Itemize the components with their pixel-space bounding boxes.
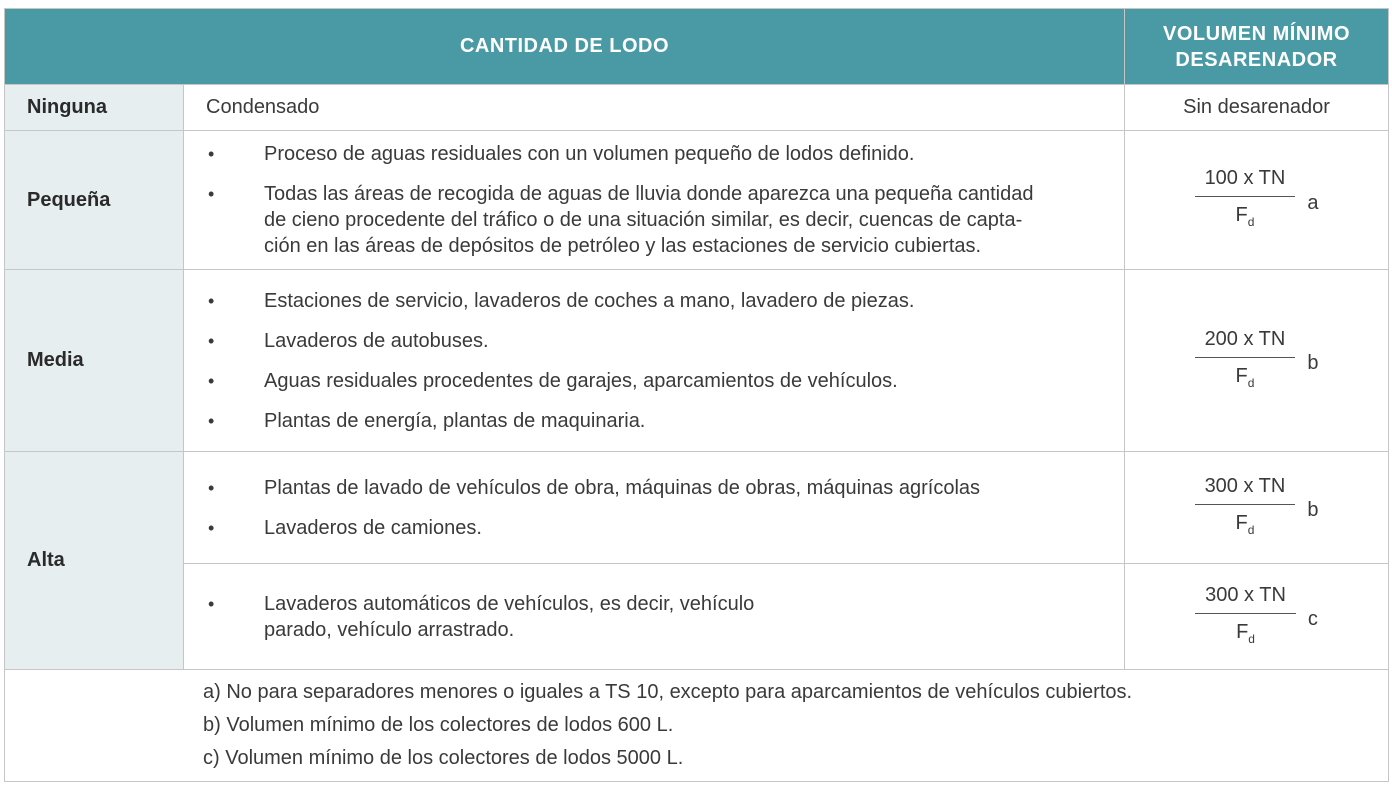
formula-note: a [1307,191,1319,214]
header-min-volume-line2: DESARENADOR [1175,48,1338,71]
formula-numerator: 200 x TN [1195,327,1296,358]
table-header-row [5,9,1389,85]
table-row-media [5,270,1389,452]
desc-media [184,270,1125,452]
bullet-icon: • [208,477,215,498]
formula-numerator: 300 x TN [1195,583,1296,614]
bullet-icon: • [208,144,215,164]
volume-pequena [1125,131,1389,270]
formula-note: c [1307,608,1318,630]
bullet-icon: • [208,370,215,391]
desc-alta-a [184,452,1125,564]
formula-alta-a [1195,474,1319,542]
footnotes [5,670,1389,782]
list-pequena [206,141,1124,259]
formula-alta-b [1195,583,1318,651]
formula-note: b [1307,499,1319,521]
desc-alta-b [184,564,1125,670]
bullet-icon: • [208,330,215,351]
footnotes-row [5,670,1389,782]
footnote-b: b) Volumen mínimo de los colectores de lodos 600 L. [203,714,674,736]
list-media [206,288,1124,434]
formula-denominator: $F_d$ [1236,620,1255,646]
list-item: • Aguas residuales procedentes de garajes, aparcamientos de vehículos. [208,369,898,392]
category-alta: Alta [5,452,184,670]
formula-pequena [1195,166,1319,234]
category-pequena: Pequeña [5,131,184,270]
table-row-alta-b [5,564,1389,670]
bullet-icon: • [208,410,215,431]
footnote-a: a) No para separadores menores o iguales a TS 10, excepto para aparcamientos de vehículos cubiertos. [203,681,1133,703]
footnote-c: c) Volumen mínimo de los colectores de lodos 5000 L. [203,747,684,769]
list-item: • Todas las áreas de recogida de aguas de lluvia donde aparezca una pequeña cantidad de cieno procedente del tráfico o de una situación similar, es decir, cuencas de capta- ción en las áreas de depósitos de petróleo y las estaciones de servicio cubiertas. [208,183,1034,257]
list-item: • Estaciones de servicio, lavaderos de coches a mano, lavadero de piezas. [208,289,915,312]
sludge-table [4,8,1389,782]
formula-media [1195,327,1319,395]
bullet-icon: • [208,517,215,538]
list-item: • Plantas de energía, plantas de maquinaria. [208,409,646,432]
sludge-table-container [4,8,1388,782]
category-media: Media [5,270,184,452]
desc-ninguna: Condensado [184,85,1125,131]
formula-denominator: $F_d$ [1235,204,1255,229]
volume-media [1125,270,1389,452]
volume-alta-b [1125,564,1389,670]
category-ninguna: Ninguna [5,85,184,131]
formula-numerator: 300 x TN [1195,474,1296,505]
formula-denominator: $F_d$ [1235,511,1255,537]
header-min-volume-line1: VOLUMEN MÍNIMO [1163,22,1351,45]
formula-numerator: 100 x TN [1195,166,1296,197]
volume-ninguna: Sin desarenador [1125,85,1389,131]
bullet-icon: • [208,593,215,614]
list-item: • Proceso de aguas residuales con un volumen pequeño de lodos definido. [208,143,915,165]
desc-pequena [184,131,1125,270]
header-min-volume [1125,9,1389,85]
list-item: • Lavaderos de camiones. [208,516,482,539]
table-row-pequena [5,131,1389,270]
table-row-alta-a [5,452,1389,564]
list-item: • Lavaderos de autobuses. [208,329,489,352]
bullet-icon: • [208,290,215,311]
list-alta-a [206,475,1124,541]
volume-alta-a [1125,452,1389,564]
table-row-ninguna [5,85,1389,131]
bullet-icon: • [208,184,215,204]
formula-note: b [1307,352,1319,374]
list-alta-b [206,591,1124,643]
header-sludge-quantity: CANTIDAD DE LODO [5,9,1125,85]
list-item: • Lavaderos automáticos de vehículos, es decir, vehículo parado, vehículo arrastrado. [208,592,755,641]
formula-denominator: $F_d$ [1235,364,1255,390]
list-item: • Plantas de lavado de vehículos de obra, máquinas de obras, máquinas agrícolas [208,476,981,499]
